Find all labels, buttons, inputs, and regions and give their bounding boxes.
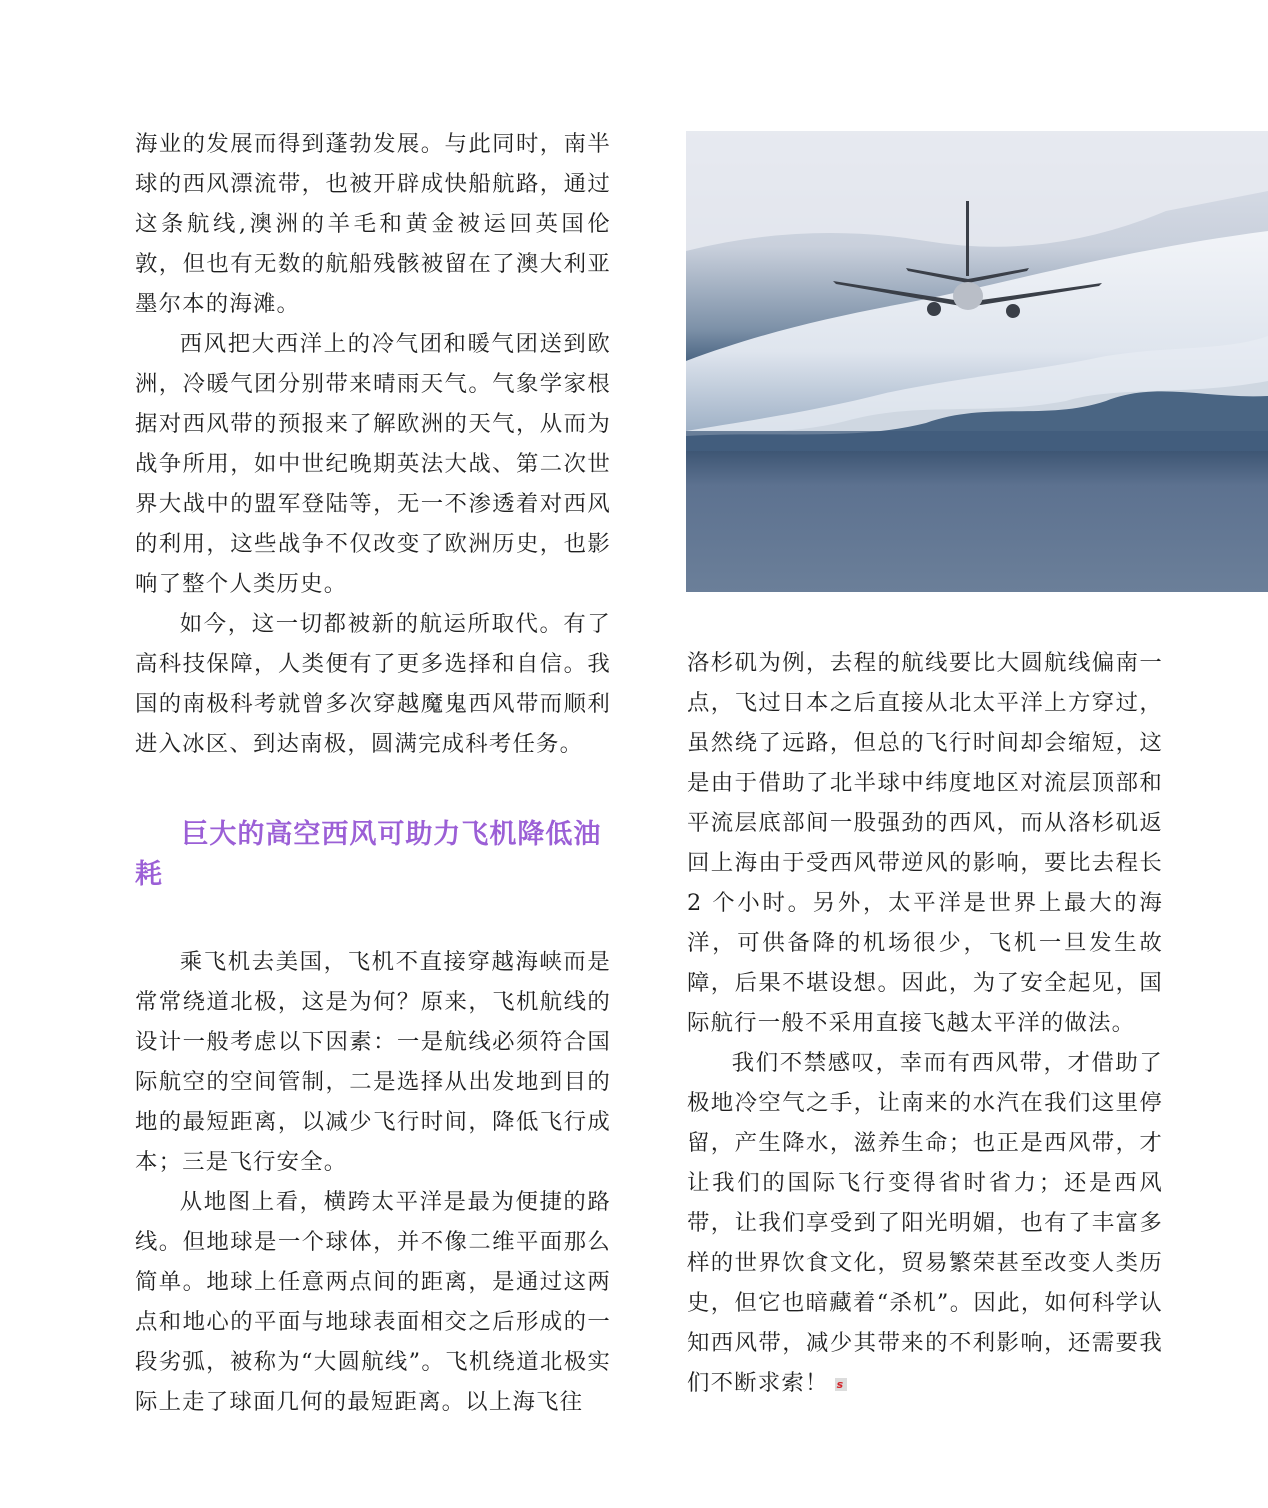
paragraph-text: 我们不禁感叹，幸而有西风带，才借助了极地冷空气之手，让南来的水汽在我们这里停留，产生降水，滋养生命；也正是西风带，才让我们的国际飞行变得省时省力；还是西风带，让我们享受到了阳光明媚，也有了丰富多样的世界饮食文化，贸易繁荣甚至改变人类历史，但它也暗藏着“杀机”。因此，如何科学认知西风带，减少其带来的不利影响，还需要我们不断求索！ <box>687 1050 1163 1396</box>
paragraph: 从地图上看，横跨太平洋是最为便捷的路线。但地球是一个球体，并不像二维平面那么简单。地球上任意两点间的距离，是通过这两点和地心的平面与地球表面相交之后形成的一段劣弧，被称为“大圆航线”。飞机绕道北极实际上走了球面几何的最短距离。以上海飞往 <box>135 1189 611 1415</box>
airplane-storm-photo <box>686 131 1268 592</box>
paragraph: 如今，这一切都被新的航运所取代。有了高科技保障，人类便有了更多选择和自信。我国的南极科考就曾多次穿越魔鬼西风带而顺利进入冰区、到达南极，圆满完成科考任务。 <box>135 611 611 757</box>
end-mark-icon: s <box>835 1378 847 1391</box>
paragraph: 海业的发展而得到蓬勃发展。与此同时，南半球的西风漂流带，也被开辟成快船航路，通过这条航线,澳洲的羊毛和黄金被运回英国伦敦，但也有无数的航船残骸被留在了澳大利亚墨尔本的海滩。 <box>135 131 611 317</box>
paragraph <box>687 1043 1163 1403</box>
left-column <box>135 124 611 1422</box>
section-heading: 巨大的高空西风可助力飞机降低油耗 <box>135 819 602 890</box>
paragraph: 西风把大西洋上的冷气团和暖气团送到欧洲，冷暖气团分别带来晴雨天气。气象学家根据对西风带的预报来了解欧洲的天气，从而为战争所用，如中世纪晚期英法大战、第二次世界大战中的盟军登陆等，无一不渗透着对西风的利用，这些战争不仅改变了欧洲历史，也影响了整个人类历史。 <box>135 331 611 597</box>
paragraph: 洛杉矶为例，去程的航线要比大圆航线偏南一点，飞过日本之后直接从北太平洋上方穿过，虽然绕了远路，但总的飞行时间却会缩短，这是由于借助了北半球中纬度地区对流层顶部和平流层底部间一股强劲的西风，而从洛杉矶返回上海由于受西风带逆风的影响，要比去程长 2 个小时。另外，太平洋是世界上最大的海洋，可供备降的机场很少，飞机一旦发生故障，后果不堪设想。因此，为了安全起见，国际航行一般不采用直接飞越太平洋的做法。 <box>687 650 1163 1036</box>
paragraph: 乘飞机去美国，飞机不直接穿越海峡而是常常绕道北极，这是为何？原来，飞机航线的设计一般考虑以下因素：一是航线必须符合国际航空的空间管制，二是选择从出发地到目的地的最短距离，以减少飞行时间，降低飞行成本；三是飞行安全。 <box>135 949 611 1175</box>
right-column <box>687 643 1163 1403</box>
